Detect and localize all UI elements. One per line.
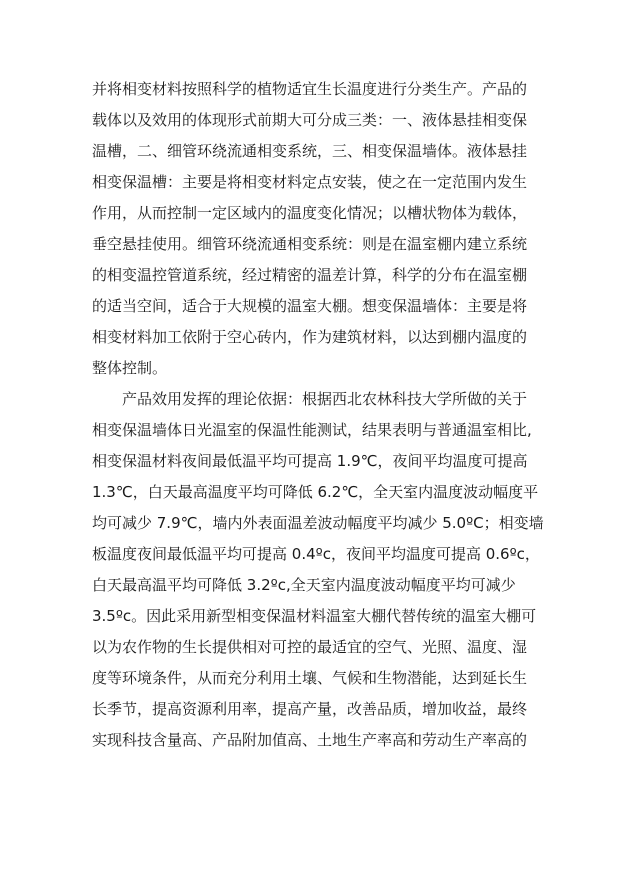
text-line: 相变保温墙体日光温室的保温性能测试，结果表明与普通温室相比,	[92, 421, 532, 439]
paragraph-first-line: 产品效用发挥的理论依据：根据西北农林科技大学所做的关于	[122, 390, 528, 408]
text-line: 以为农作物的生长提供相对可控的最适宜的空气、光照、温度、湿	[92, 638, 528, 656]
text-line: 的适当空间，适合于大规模的温室大棚。想变保温墙体：主要是将	[92, 297, 528, 315]
text-line: 的相变温控管道系统，经过精密的温差计算，科学的分布在温室棚	[92, 266, 528, 284]
text-line: 白天最高温平均可降低 3.2ºc,全天室内温度波动幅度平均可减少	[92, 576, 516, 594]
text-line: 度等环境条件，从而充分利用土壤、气候和生物潜能，达到延长生	[92, 669, 528, 687]
text-line: 温槽，二、细管环绕流通相变系统，三、相变保温墙体。液体悬挂	[92, 142, 528, 160]
text-line: 作用，从而控制一定区域内的温度变化情况；以槽状物体为载体，	[92, 204, 528, 222]
text-line: 均可减少 7.9℃，墙内外表面温差波动幅度平均减少 5.0ºC；相变墙	[92, 514, 544, 532]
text-line: 长季节，提高资源利用率，提高产量，改善品质，增加收益，最终	[92, 700, 528, 718]
text-line: 载体以及效用的体现形式前期大可分成三类：一、液体悬挂相变保	[92, 111, 528, 129]
text-line: 整体控制。	[92, 359, 168, 377]
text-line: 相变保温槽：主要是将相变材料定点安装，使之在一定范围内发生	[92, 173, 528, 191]
text-line: 实现科技含量高、产品附加值高、土地生产率高和劳动生产率高的	[92, 731, 528, 749]
text-line: 相变保温材料夜间最低温平均可提高 1.9℃，夜间平均温度可提高	[92, 452, 528, 470]
text-line: 3.5ºc。因此采用新型相变保温材料温室大棚代替传统的温室大棚可	[92, 607, 537, 625]
text-line: 相变材料加工依附于空心砖内，作为建筑材料，以达到棚内温度的	[92, 328, 528, 346]
text-line: 垂空悬挂使用。细管环绕流通相变系统：则是在温室棚内建立系统	[92, 235, 528, 253]
text-line: 并将相变材料按照科学的植物适宜生长温度进行分类生产。产品的	[92, 80, 528, 98]
text-line: 1.3℃，白天最高温度平均可降低 6.2℃，全天室内温度波动幅度平	[92, 483, 539, 501]
text-line: 板温度夜间最低温平均可提高 0.4ºc，夜间平均温度可提高 0.6ºc，	[92, 545, 540, 563]
